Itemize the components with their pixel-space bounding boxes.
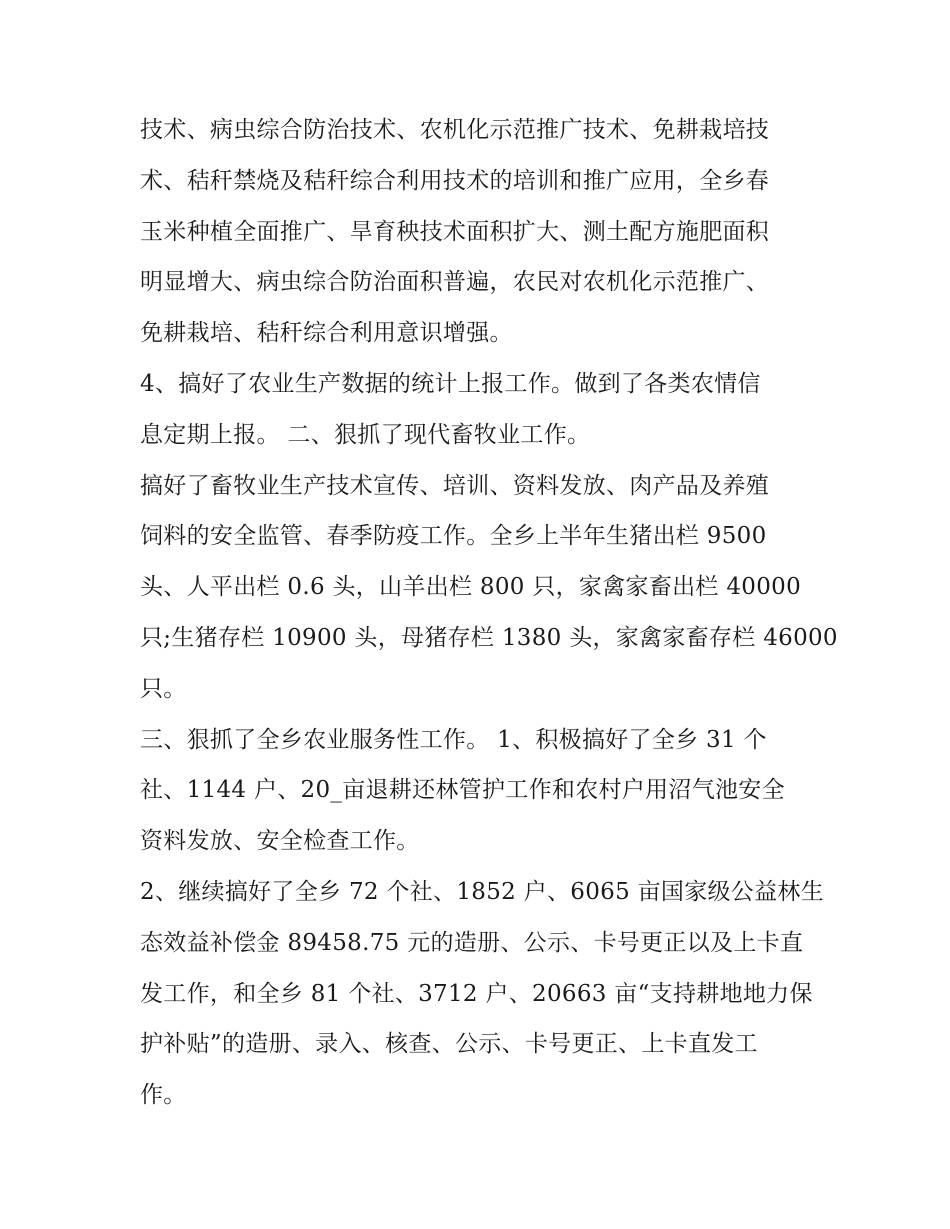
text-line: 玉米种植全面推广、旱育秧技术面积扩大、测土配方施肥面积 [140,218,770,245]
text-line: 发工作，和全乡 81 个社、3712 户、20663 亩“支持耕地地力保 [140,980,813,1007]
text-line: 4、搞好了农业生产数据的统计上报工作。做到了各类农情信 [140,370,761,397]
text-line: 态效益补偿金 89458.75 元的造册、公示、卡号更正以及上卡直 [140,929,804,956]
text-line: 2、继续搞好了全乡 72 个社、1852 户、6065 亩国家级公益林生 [140,878,825,905]
text-line: 三、狠抓了全乡农业服务性工作。 1、积极搞好了全乡 31 个 [140,726,767,753]
text-line: 搞好了畜牧业生产技术宣传、培训、资料发放、肉产品及养殖 [140,472,770,499]
text-line: 息定期上报。 二、狠抓了现代畜牧业工作。 [140,421,591,448]
text-line: 作。 [140,1082,187,1109]
text-line: 护补贴”的造册、录入、核查、公示、卡号更正、上卡直发工 [140,1031,758,1058]
text-line: 明显增大、病虫综合防治面积普遍，农民对农机化示范推广、 [140,269,770,296]
text-line: 只;生猪存栏 10900 头，母猪存栏 1380 头，家禽家畜存栏 46000 [140,624,838,651]
text-line: 技术、病虫综合防治技术、农机化示范推广技术、免耕栽培技 [140,117,770,143]
text-line: 免耕栽培、秸秆综合利用意识增强。 [140,320,513,347]
text-line: 饲料的安全监管、春季防疫工作。全乡上半年生猪出栏 9500 [140,523,767,550]
document-body [140,105,838,1121]
text-line: 社、1144 户、20_亩退耕还林管护工作和农村户用沼气池安全 [140,777,785,804]
text-line: 术、秸秆禁烧及秸秆综合利用技术的培训和推广应用，全乡春 [140,167,770,194]
text-line: 只。 [140,675,187,702]
text-line: 资料发放、安全检查工作。 [140,828,420,855]
text-line: 头、人平出栏 0.6 头，山羊出栏 800 只，家禽家畜出栏 40000 [140,574,801,601]
